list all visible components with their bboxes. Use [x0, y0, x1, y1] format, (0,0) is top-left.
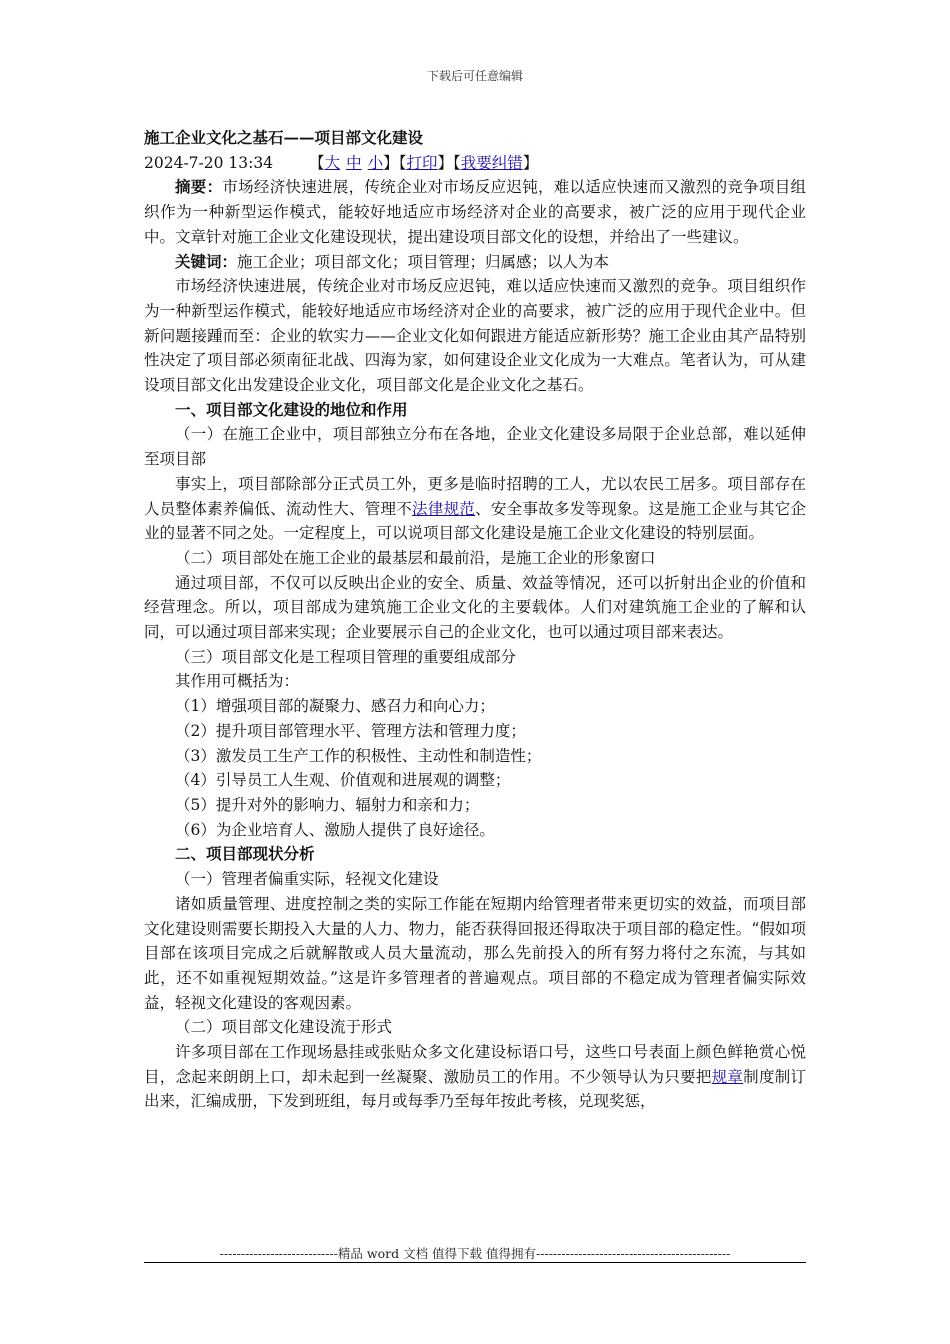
section-2-1-paragraph: 诸如质量管理、进度控制之类的实际工作能在短期内给管理者带来更切实的效益，而项目部文化建设则需要长期投入大量的人力、物力，能否获得回报还得取决于项目部的稳定性。“假如项目部在该项目完成之后就解散或人员大量流动，那么先前投入的所有努力将付之东流，与其如此，还不如重视短期效益。”这是许多管理者的普遍观点。项目部的不稳定成为管理者偏实际效益，轻视文化建设的客观因素。: [144, 894, 806, 1012]
publish-date: 2024-7-20 13:34: [144, 153, 274, 172]
bracket: 【: [309, 153, 325, 172]
section-1-1-heading: （一）在施工企业中，项目部独立分布在各地，企业文化建设多局限于企业总部，难以延伸至项目部: [144, 425, 806, 469]
bracket: 】: [437, 153, 453, 172]
section-2-heading: 二、项目部现状分析: [175, 844, 315, 864]
section-2-1-heading: （一）管理者偏重实际，轻视文化建设: [175, 870, 439, 889]
page-header-note: 下载后可任意编辑: [426, 69, 523, 83]
section-1-heading: 一、项目部文化建设的地位和作用: [175, 399, 408, 419]
page-footer-text: ----------------------------精品 word 文档 值得下载 值得拥有----------------------------------------------: [219, 1246, 731, 1261]
section-1-2-paragraph: 通过项目部，不仅可以反映出企业的安全、质量、效益等情况，还可以折射出企业的价值和经营理念。所以，项目部成为建筑施工企业文化的主要载体。人们对建筑施工企业的了解和认同，可以通过项目部来实现；企业要展示自己的企业文化，也可以通过项目部来表达。: [144, 573, 806, 642]
keywords-label: 关键词：: [175, 251, 238, 271]
intro-paragraph: 市场经济快速进展，传统企业对市场反应迟钝，难以适应快速而又激烈的竞争。项目组织作为一种新型运作模式，能较好地适应市场经济对企业的高要求，被广泛的应用于现代企业中。但新问题接踵而至：企业的软实力——企业文化如何跟进方能适应新形势？施工企业由其产品特别性决定了项目部必须南征北战、四海为家，如何建设企业文化成为一大难点。笔者认为，可从建设项目部文化出发建设企业文化，项目部文化是企业文化之基石。: [144, 277, 806, 395]
list-item: （3）激发员工生产工作的积极性、主动性和制造性；: [175, 746, 542, 765]
list-item: （4）引导员工人生观、价值观和进展观的调整；: [175, 771, 511, 790]
font-size-medium-link[interactable]: 中: [346, 153, 362, 172]
paragraph-text: 许多项目部在工作现场悬挂或张贴众多文化建设标语口号，这些口号表面上颜色鲜艳赏心悦目，念起来朗朗上口，却未起到一丝凝聚、激励员工的作用。不少领导认为只要把: [144, 1043, 806, 1086]
bracket: 】: [522, 153, 539, 172]
section-1-3-heading: （三）项目部文化是工程项目管理的重要组成部分: [175, 647, 517, 666]
rules-link[interactable]: 规章: [711, 1067, 744, 1086]
section-2-2-heading: （二）项目部文化建设流于形式: [175, 1018, 393, 1037]
list-item: （1）增强项目部的凝聚力、感召力和向心力；: [175, 697, 495, 716]
abstract-label: 摘要：: [175, 177, 223, 197]
section-1-1-paragraph: [144, 472, 806, 546]
bracket: 【: [452, 153, 461, 172]
keywords-text: 施工企业；项目部文化；项目管理；归属感；以人为本: [237, 252, 610, 271]
keywords-paragraph: [144, 250, 806, 275]
print-link[interactable]: 打印: [406, 153, 438, 172]
article-meta: [144, 151, 806, 176]
article-body: [144, 126, 806, 1114]
paragraph-text: 事实上，项目部除部分正式员工外，更多是临时招聘的工人，尤以农民工居多。项目部存在人员整体素养偏低、流动性大、管理不: [144, 474, 806, 518]
paragraph-text: 、安全事故多发等现象。这是施工企业与其它企业的显著不同之处。一定程度上，可以说项目部文化建设是施工企业文化建设的特别层面。: [144, 499, 806, 543]
list-item: （2）提升项目部管理水平、管理方法和管理力度；: [175, 721, 526, 740]
section-1-2-heading: （二）项目部处在施工企业的最基层和最前沿，是施工企业的形象窗口: [175, 548, 656, 567]
bracket: 【: [398, 153, 407, 172]
font-size-large-link[interactable]: 大: [324, 153, 341, 172]
abstract-paragraph: [144, 175, 806, 249]
article-title: 施工企业文化之基石——项目部文化建设: [144, 128, 424, 147]
bracket: 】: [383, 153, 399, 172]
section-2-2-paragraph: [144, 1040, 806, 1114]
list-item: （5）提升对外的影响力、辐射力和亲和力；: [175, 795, 480, 814]
font-size-small-link[interactable]: 小: [367, 153, 384, 172]
paragraph-text: 制度制订出来，汇编成册，下发到班组，每月或每季乃至每年按此考核，兑现奖惩，: [144, 1067, 806, 1111]
law-regulation-link[interactable]: 法律规范: [412, 499, 476, 518]
section-1-3-lead: 其作用可概括为：: [175, 672, 300, 691]
footer-divider: [144, 1262, 806, 1263]
report-error-link[interactable]: 我要纠错: [460, 153, 523, 172]
list-item: （6）为企业培育人、激励人提供了良好途径。: [175, 820, 495, 839]
abstract-text: 市场经济快速进展，传统企业对市场反应迟钝，难以适应快速而又激烈的竞争项目组织作为一种新型运作模式，能较好地适应市场经济对企业的高要求，被广泛的应用于现代企业中。文章针对施工企业文化建设现状，提出建设项目部文化的设想，并给出了一些建议。: [144, 178, 806, 246]
